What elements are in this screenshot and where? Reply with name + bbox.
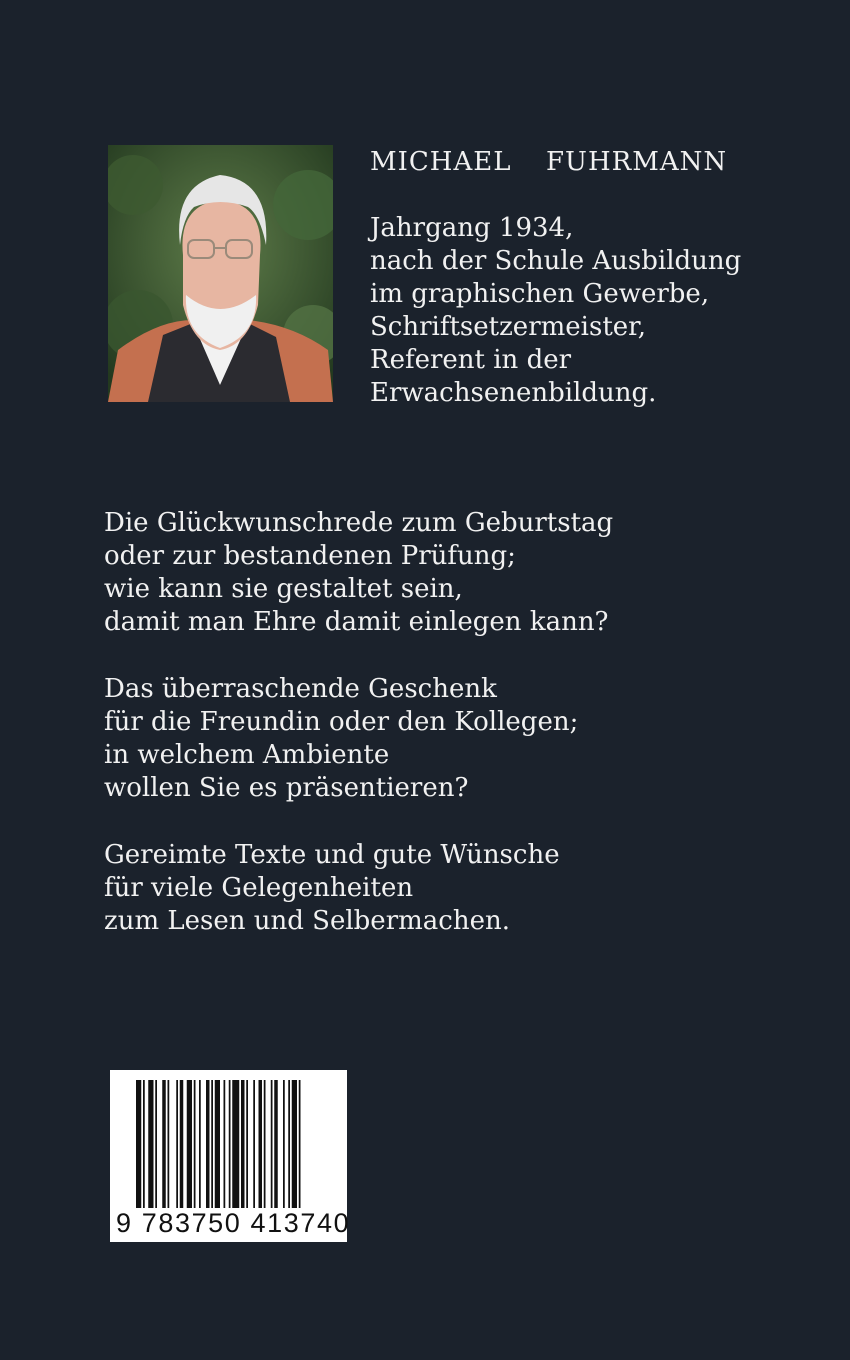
barcode-bar (194, 1080, 196, 1208)
barcode-bar (253, 1080, 255, 1208)
barcode-bar (292, 1080, 297, 1208)
bio-line: Jahrgang 1934, (370, 213, 574, 243)
barcode-bar (283, 1080, 285, 1208)
barcode-bar (180, 1080, 184, 1208)
blurb-line: damit man Ehre damit einlegen kann? (104, 607, 609, 637)
isbn-digits: 9 783750 413740 (116, 1208, 351, 1238)
blurb-line: wie kann sie gestaltet sein, (104, 574, 463, 604)
barcode-bar (241, 1080, 245, 1208)
barcode-bar (206, 1080, 210, 1208)
barcode-bar (187, 1080, 192, 1208)
blurb-line: in welchem Ambiente (104, 740, 390, 770)
bio-line: Referent in der (370, 345, 572, 375)
blurb-paragraph-1 (104, 507, 613, 639)
barcode-bar (299, 1080, 301, 1208)
bio-line: im graphischen Gewerbe, (370, 279, 710, 309)
barcode-bar (136, 1080, 141, 1208)
barcode-bar (168, 1080, 170, 1208)
bio-line: nach der Schule Ausbildung (370, 246, 742, 276)
barcode-bar (271, 1080, 273, 1208)
barcode-bar (162, 1080, 166, 1208)
barcode-bar (224, 1080, 226, 1208)
barcode-bar (264, 1080, 266, 1208)
barcode-bar (143, 1080, 145, 1208)
isbn-barcode (110, 1070, 351, 1242)
barcode-bar (259, 1080, 263, 1208)
barcode-bar (288, 1080, 290, 1208)
barcode-bar (246, 1080, 248, 1208)
blurb-line: Gereimte Texte und gute Wünsche (104, 840, 560, 870)
barcode-bar (232, 1080, 239, 1208)
barcode-bar (215, 1080, 220, 1208)
blurb-paragraph-2 (104, 673, 578, 805)
author-bio (370, 212, 741, 410)
barcode-bar (155, 1080, 157, 1208)
barcode-bar (211, 1080, 213, 1208)
blurb-line: Die Glückwunschrede zum Geburtstag (104, 508, 614, 538)
bio-line: Schriftsetzermeister, (370, 312, 646, 342)
blurb-line: wollen Sie es präsentieren? (104, 773, 469, 803)
bio-line: Erwachsenenbildung. (370, 378, 657, 408)
barcode-bar (176, 1080, 178, 1208)
barcode-bar (274, 1080, 278, 1208)
barcode-bar (229, 1080, 231, 1208)
author-name: MICHAEL FUHRMANN (370, 147, 728, 177)
blurb-line: Das überraschende Geschenk (104, 674, 497, 704)
blurb-line: für viele Gelegenheiten (104, 873, 414, 903)
blurb-line: zum Lesen und Selbermachen. (104, 906, 510, 936)
barcode-bar (148, 1080, 153, 1208)
author-photo (108, 145, 333, 402)
blurb-line: oder zur bestandenen Prüfung; (104, 541, 516, 571)
blurb-line: für die Freundin oder den Kollegen; (104, 707, 579, 737)
blurb-paragraph-3 (104, 839, 560, 938)
barcode-bar (199, 1080, 201, 1208)
